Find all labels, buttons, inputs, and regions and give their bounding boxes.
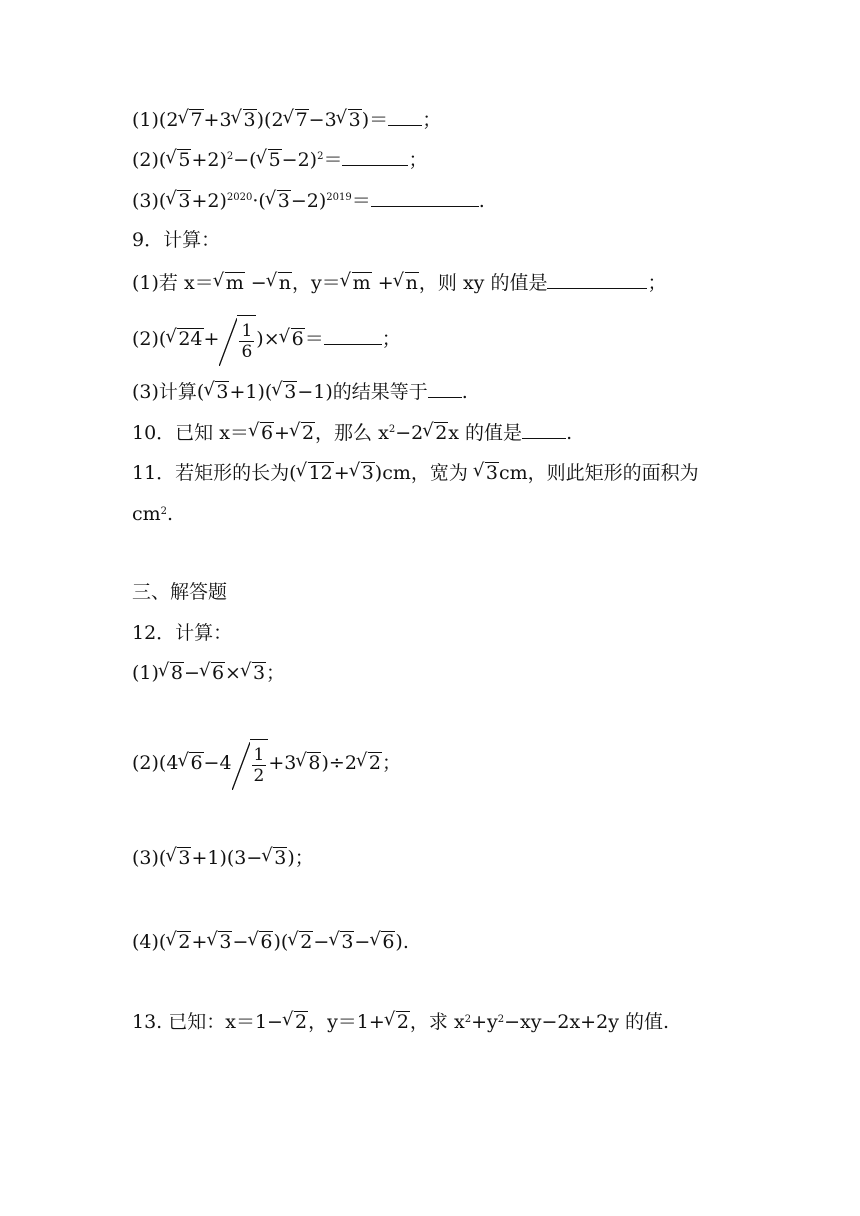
expr-text: ＝ xyxy=(304,328,324,350)
expr-text: cm，则此矩形的面积为 xyxy=(499,462,699,484)
expr-text: (4 xyxy=(158,752,179,774)
sqrt-radicand: √ n xyxy=(405,272,419,293)
expr-text: −4 xyxy=(203,752,232,774)
punct: . xyxy=(478,190,485,212)
sqrt-radicand: √ 2 xyxy=(396,1011,410,1032)
q9-part1 xyxy=(132,270,666,295)
sqrt-radicand: √ 3 xyxy=(252,662,266,683)
section-title: 三、解答题 xyxy=(132,581,228,603)
answer-blank[interactable] xyxy=(371,188,479,207)
q8-part3 xyxy=(132,188,485,213)
punct: ； xyxy=(381,328,401,350)
sqrt-radicand: √ 3 xyxy=(243,109,257,130)
expr-text: x 的值是 xyxy=(448,422,523,444)
expr-text: + xyxy=(371,272,394,294)
sqrt-radicand: √ 8 xyxy=(307,752,321,773)
expr-text: −2) xyxy=(290,190,327,212)
q11-line2 xyxy=(132,502,173,526)
sqrt-fraction xyxy=(237,315,256,366)
expr-text: ，y＝ xyxy=(291,272,341,294)
part-label: (3) xyxy=(132,381,159,403)
expr-text: 计算( xyxy=(158,381,205,403)
sqrt-radicand: √ 5 xyxy=(268,149,282,170)
expr-text: − xyxy=(232,931,249,953)
expr-text: +3 xyxy=(203,109,232,131)
answer-blank[interactable] xyxy=(547,270,647,289)
expr-text: )cm，宽为 xyxy=(374,462,474,484)
part-label: (4) xyxy=(132,931,159,953)
part-label: (1) xyxy=(132,662,159,684)
punct: . xyxy=(461,381,468,403)
expr-text: (2 xyxy=(158,109,179,131)
sqrt-radicand: √ 3 xyxy=(348,109,362,130)
punct: . xyxy=(566,422,573,444)
expr-text: + xyxy=(203,328,220,350)
expr-text: ( xyxy=(158,847,167,869)
expr-text: )(2 xyxy=(256,109,284,131)
expr-text: ，y＝1+ xyxy=(308,1011,385,1033)
punct: ； xyxy=(408,149,428,171)
expr-text: ·( xyxy=(252,190,266,212)
expr-text: +2) xyxy=(191,190,227,212)
expr-text: 11．若矩形的长为( xyxy=(132,462,297,484)
expr-text: + xyxy=(333,462,350,484)
expr-text: )× xyxy=(256,328,280,350)
q9-heading: 9．计算： xyxy=(132,229,221,251)
expr-text: ，则 xy 的值是 xyxy=(418,272,548,294)
denominator: 6 xyxy=(241,342,253,362)
sqrt-radicand: √ 6 xyxy=(381,931,395,952)
exponent: 2 xyxy=(388,424,396,435)
sqrt-radicand: √ 6 xyxy=(211,662,225,683)
expr-text: − xyxy=(354,931,371,953)
sqrt-radicand: √ 7 xyxy=(189,109,203,130)
sqrt-radicand: √ 24 xyxy=(177,328,203,349)
q9-part2 xyxy=(132,314,401,366)
expr-text: )＝ xyxy=(361,109,389,131)
expr-text: )÷2 xyxy=(321,752,357,774)
q12-heading: 12．计算： xyxy=(132,622,233,644)
q8-part1 xyxy=(132,107,441,132)
sqrt-radicand: √ 8 xyxy=(170,662,184,683)
sqrt-radicand: √ 2 xyxy=(368,752,382,773)
expr-text: × xyxy=(225,662,241,684)
part-label: (1) xyxy=(132,109,159,131)
q11-line1 xyxy=(132,461,699,485)
sqrt-radicand: √ 2 xyxy=(294,1011,308,1032)
part-label: (2) xyxy=(132,149,159,171)
sqrt-radicand: √ m xyxy=(225,272,245,293)
q12-part1 xyxy=(132,661,285,685)
fraction xyxy=(239,321,254,362)
sqrt-radicand: √ 3 xyxy=(215,381,229,402)
q12-part3 xyxy=(132,846,314,870)
exponent: 2 xyxy=(226,151,234,162)
expr-text: ＝ xyxy=(323,149,343,171)
sqrt-radicand: √ m xyxy=(352,272,372,293)
expr-text: ( xyxy=(158,931,167,953)
sqrt-radicand: √ 3 xyxy=(361,462,375,483)
expr-text: −2) xyxy=(281,149,318,171)
exponent: 2 xyxy=(317,151,324,162)
expr-text: −3 xyxy=(308,109,337,131)
sqrt-radicand: √ 3 xyxy=(485,462,499,483)
expr-text: +1)(3− xyxy=(191,847,263,869)
sqrt-radicand: √ 3 xyxy=(283,381,297,402)
expr-text: 13. 已知：x＝1− xyxy=(132,1011,283,1033)
expr-text: −( xyxy=(233,149,257,171)
sqrt-radicand: √ 6 xyxy=(259,931,273,952)
q12-part2 xyxy=(132,738,401,790)
sqrt-radicand: √ 3 xyxy=(177,190,191,211)
expr-text: − xyxy=(244,272,267,294)
part-label: (3) xyxy=(132,847,159,869)
punct: ； xyxy=(266,662,286,684)
part-label: (1) xyxy=(132,272,159,294)
sqrt-radicand: √ 6 xyxy=(189,752,203,773)
answer-blank[interactable] xyxy=(342,147,408,166)
expr-text: + xyxy=(274,422,290,444)
exponent: 2 xyxy=(497,1014,505,1025)
exponent: 2 xyxy=(464,1014,472,1025)
expr-text: +1)( xyxy=(229,381,273,403)
sqrt-radicand: √ 3 xyxy=(340,931,354,952)
exponent: 2019 xyxy=(326,192,352,203)
punct: ； xyxy=(647,272,667,294)
expr-text: −2 xyxy=(395,422,424,444)
sqrt-radicand: √ 6 xyxy=(291,328,305,349)
numerator: 1 xyxy=(253,745,265,765)
q8-part2 xyxy=(132,147,428,172)
expr-text: −1)的结果等于 xyxy=(297,381,428,403)
sqrt-radicand: √ 3 xyxy=(273,847,287,868)
answer-blank[interactable] xyxy=(388,107,422,126)
part-label: (2) xyxy=(132,752,159,774)
exponent: 2020 xyxy=(226,192,253,203)
expr-text: +y xyxy=(471,1011,498,1033)
expr-text: ( xyxy=(158,328,167,350)
expr-text: ，那么 x xyxy=(315,422,389,444)
answer-blank[interactable] xyxy=(324,326,382,345)
sqrt-fraction xyxy=(250,739,269,790)
punct: ). xyxy=(395,931,409,953)
punct: ； xyxy=(382,752,402,774)
expr-text: ( xyxy=(158,190,167,212)
q12-part4 xyxy=(132,930,409,954)
part-label: (2) xyxy=(132,328,159,350)
punct: )； xyxy=(287,847,314,869)
expr-text: ( xyxy=(158,149,167,171)
expr-text: +3 xyxy=(268,752,297,774)
sqrt-radicand: √ 3 xyxy=(218,931,232,952)
punct: ； xyxy=(422,109,442,131)
numerator: 1 xyxy=(241,321,253,341)
sqrt-radicand: √ 7 xyxy=(295,109,309,130)
expr-text: ＝ xyxy=(351,190,371,212)
denominator: 2 xyxy=(253,766,265,786)
q13 xyxy=(132,1010,669,1034)
expr-text: +2) xyxy=(191,149,227,171)
answer-blank[interactable] xyxy=(428,379,462,398)
expr-text: 若 x＝ xyxy=(158,272,214,294)
sqrt-radicand: √ 6 xyxy=(260,422,274,443)
sqrt-radicand: √ 5 xyxy=(177,149,191,170)
punct: . xyxy=(167,503,174,525)
exponent: 2 xyxy=(160,506,168,517)
q10 xyxy=(132,420,572,445)
expr-text: + xyxy=(191,931,208,953)
sqrt-radicand: √ 12 xyxy=(308,462,334,483)
sqrt-radicand: √ 2 xyxy=(434,422,448,443)
expr-text: − xyxy=(313,931,330,953)
sqrt-radicand: √ 2 xyxy=(177,931,191,952)
expr-text: ，求 x xyxy=(409,1011,465,1033)
fraction xyxy=(252,745,267,786)
sqrt-radicand: √ 3 xyxy=(277,190,291,211)
sqrt-radicand: √ 2 xyxy=(301,422,315,443)
expr-text: )( xyxy=(273,931,289,953)
answer-blank[interactable] xyxy=(522,420,566,439)
q9-part3 xyxy=(132,379,468,404)
sqrt-radicand: √ n xyxy=(278,272,292,293)
sqrt-radicand: √ 2 xyxy=(299,931,313,952)
expr-text: −xy−2x+2y 的值. xyxy=(504,1011,670,1033)
expr-text: − xyxy=(184,662,200,684)
part-label: (3) xyxy=(132,190,159,212)
sqrt-radicand: √ 3 xyxy=(177,847,191,868)
expr-text: 10．已知 x＝ xyxy=(132,422,249,444)
expr-text: cm xyxy=(132,503,161,525)
